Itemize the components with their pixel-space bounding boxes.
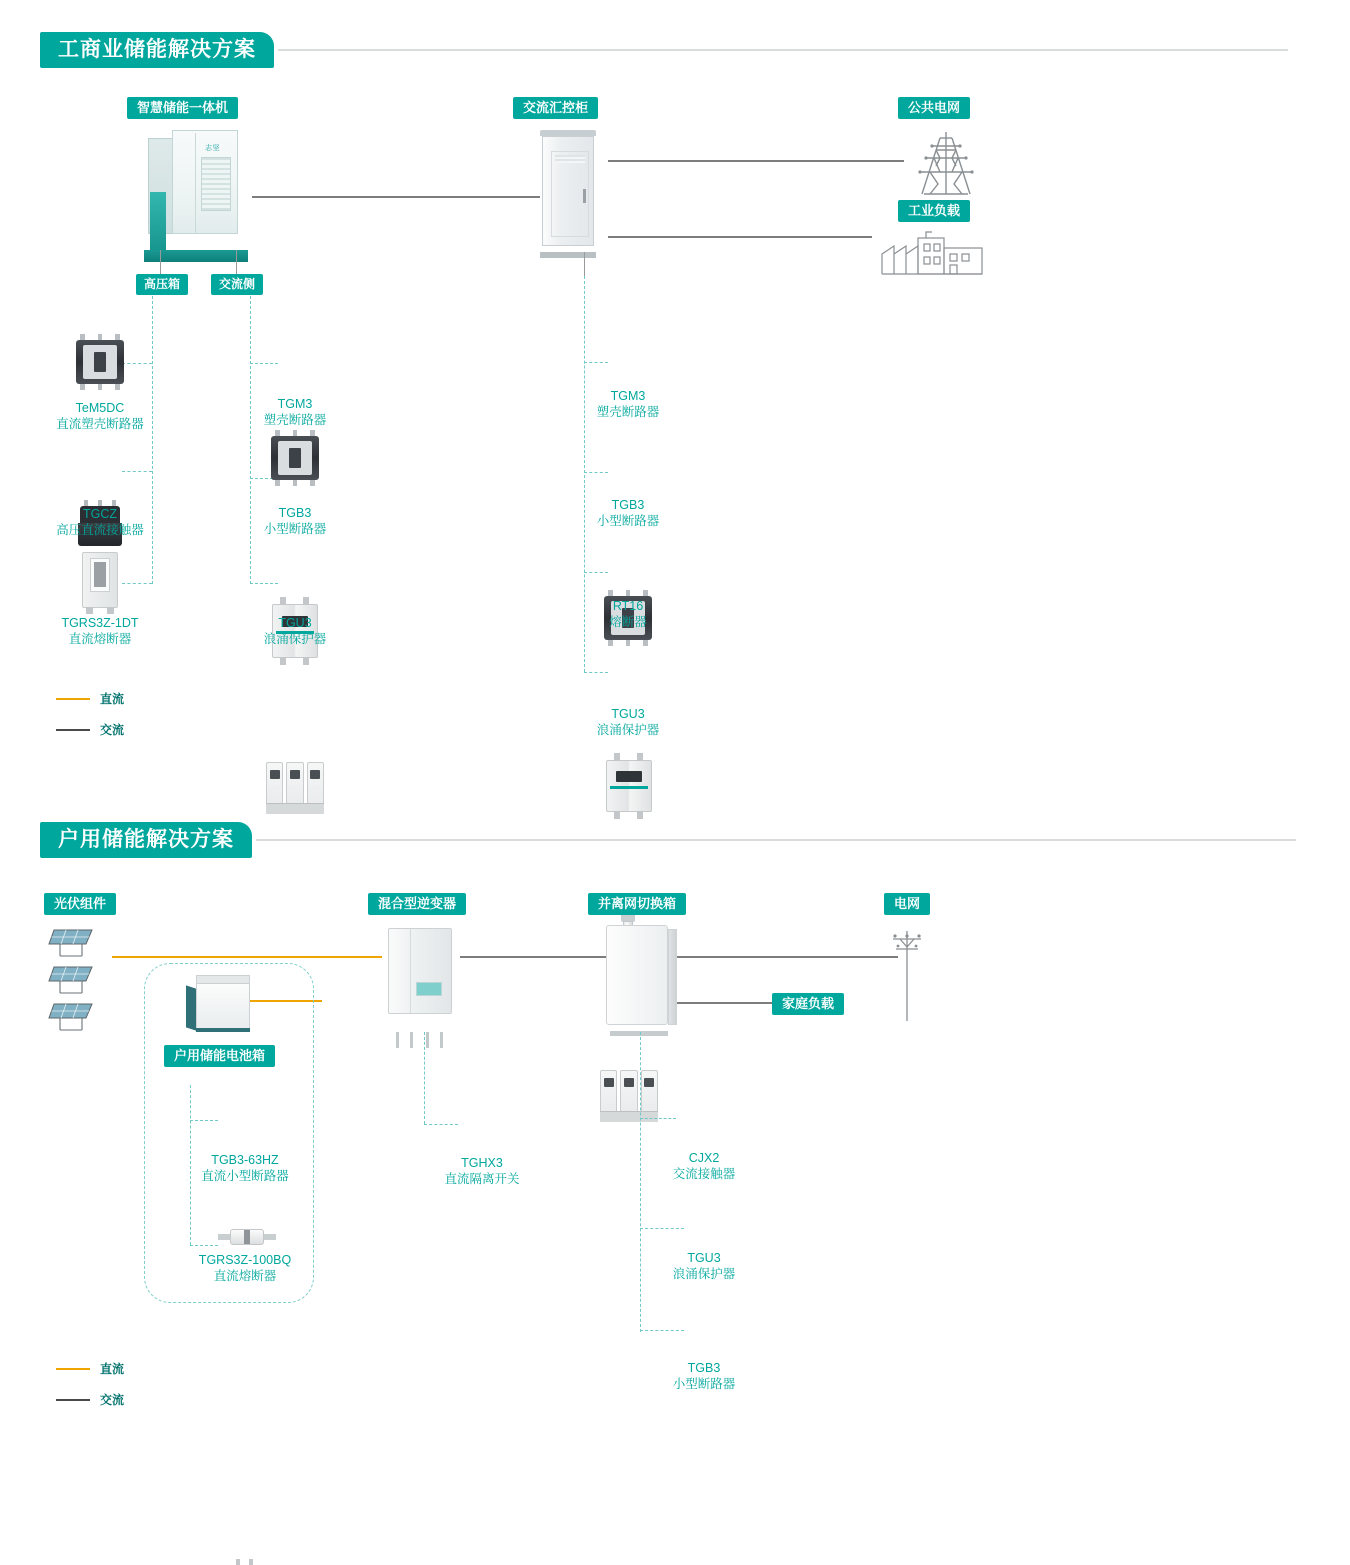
- pv-panel-icon: [48, 965, 94, 1000]
- spine-cab-t3: [584, 572, 608, 573]
- legend-item-ac-2: [56, 1391, 124, 1408]
- caption-hv-1: TGCZ 高压直流接触器: [56, 507, 144, 537]
- node-label-battery-box: 户用储能电池箱: [164, 1045, 275, 1067]
- branch-label-hv-box: 高压箱: [136, 274, 188, 295]
- legend-commercial: [56, 690, 124, 752]
- spine-cab-t4: [584, 672, 608, 673]
- branch-label-ac-side: 交流侧: [211, 274, 263, 295]
- ess-all-in-one-cabinet: 志坚: [148, 130, 252, 250]
- caption-cab-3: TGU3 浪涌保护器: [596, 707, 660, 737]
- node-label-home-load: 家庭负载: [772, 993, 844, 1015]
- caption-tr-2: TGB3 小型断路器: [672, 1361, 736, 1391]
- caption-cab-2: RT16 熔断器: [609, 599, 647, 629]
- spine-transfer-branch: [640, 1032, 641, 1332]
- legend-item-dc-2: [56, 1360, 124, 1377]
- drop-line-hv: [160, 250, 161, 274]
- spine-battery-branch: [190, 1085, 191, 1245]
- legend-swatch-dc-2: [56, 1368, 90, 1370]
- legend-swatch-ac: [56, 729, 90, 731]
- hybrid-inverter-icon: [388, 928, 460, 1032]
- line-pv-to-inverter: [112, 956, 382, 958]
- node-label-grid-2: 电网: [884, 893, 930, 915]
- spine-tr-t2: [640, 1228, 684, 1229]
- caption-ac-0: TGM3 塑壳断路器: [263, 397, 327, 427]
- spine-bat-t1: [190, 1120, 218, 1121]
- node-label-ess: 智慧储能一体机: [127, 97, 238, 119]
- spine-ac-branch: [250, 296, 251, 584]
- mcb-icon: [606, 760, 652, 812]
- industrial-load-icon: [880, 228, 984, 281]
- spine-hv-t2: [122, 471, 152, 472]
- spine-tr-t3: [640, 1330, 684, 1331]
- line-transfer-to-home-load: [676, 1002, 772, 1004]
- caption-cab-0: TGM3 塑壳断路器: [596, 389, 660, 419]
- fuse-holder-icon: [82, 552, 118, 608]
- header-rule: [278, 49, 1288, 51]
- pv-panel-icon: [48, 1002, 94, 1037]
- power-pylon-icon: [910, 128, 982, 200]
- node-label-hybrid-inverter: 混合型逆变器: [368, 893, 466, 915]
- spine-inv-t1: [424, 1124, 458, 1125]
- legend-label-ac: 交流: [100, 723, 125, 737]
- spd-icon: [266, 762, 324, 814]
- caption-tr-1: TGU3 浪涌保护器: [672, 1251, 736, 1281]
- grid-transfer-box-icon: [606, 925, 678, 1031]
- caption-bat-1: TGRS3Z-100BQ 直流熔断器: [198, 1253, 292, 1283]
- caption-hv-2: TGRS3Z-1DT 直流熔断器: [61, 616, 139, 646]
- mccb-icon: [271, 430, 319, 486]
- spine-ac-t3: [250, 583, 278, 584]
- mccb-icon: [76, 334, 124, 390]
- section-title-commercial: 工商业储能解决方案: [40, 32, 274, 68]
- drop-line-ac: [236, 250, 237, 274]
- ac-collection-cabinet: [540, 130, 596, 252]
- legend-item-dc: [56, 690, 124, 707]
- spine-cabinet-branch: [584, 276, 585, 672]
- line-cabinet-to-load: [608, 236, 872, 238]
- header-rule-2: [256, 839, 1296, 841]
- section-header-residential: [40, 822, 1310, 858]
- legend-residential: [56, 1360, 124, 1422]
- fuse-icon: [218, 1226, 276, 1248]
- legend-label-ac-2: 交流: [100, 1393, 125, 1407]
- section-header-commercial: [40, 32, 1310, 68]
- utility-pole-icon: [890, 925, 924, 1028]
- home-battery-icon: [196, 983, 250, 1039]
- drop-line-cabinet: [584, 252, 585, 276]
- caption-ac-2: TGU3 浪涌保护器: [263, 616, 327, 646]
- node-label-pv: 光伏组件: [44, 893, 116, 915]
- spine-bat-t2: [190, 1245, 218, 1246]
- legend-swatch-ac-2: [56, 1399, 90, 1401]
- spine-cab-t1: [584, 362, 608, 363]
- spine-hv-t3: [122, 583, 152, 584]
- caption-cab-1: TGB3 小型断路器: [596, 498, 660, 528]
- legend-label-dc: 直流: [100, 692, 125, 706]
- spine-hv-branch: [152, 296, 153, 584]
- caption-hv-0: TeM5DC 直流塑壳断路器: [56, 401, 144, 431]
- caption-bat-0: TGB3-63HZ 直流小型断路器: [201, 1153, 289, 1183]
- node-label-industrial-load: 工业负载: [898, 200, 970, 222]
- node-label-grid: 公共电网: [898, 97, 970, 119]
- pv-panel-icon: [48, 928, 94, 963]
- spd-icon: [600, 1070, 658, 1122]
- spine-ac-t1: [250, 363, 278, 364]
- legend-item-ac: [56, 721, 124, 738]
- spine-tr-t1: [640, 1118, 676, 1119]
- line-transfer-to-grid: [676, 956, 898, 958]
- node-label-transfer-box: 并离网切换箱: [588, 893, 686, 915]
- section-title-residential: 户用储能解决方案: [40, 822, 252, 858]
- line-inverter-to-transfer: [460, 956, 608, 958]
- spine-cab-t2: [584, 472, 608, 473]
- spine-hv-t1: [122, 363, 152, 364]
- caption-tr-0: CJX2 交流接触器: [672, 1151, 736, 1181]
- line-cabinet-to-grid: [608, 160, 904, 162]
- legend-label-dc-2: 直流: [100, 1362, 125, 1376]
- legend-swatch-dc: [56, 698, 90, 700]
- node-label-ac-cabinet: 交流汇控柜: [513, 97, 598, 119]
- spine-inverter-branch: [424, 1032, 425, 1124]
- caption-ac-1: TGB3 小型断路器: [263, 506, 327, 536]
- line-ess-to-cabinet: [252, 196, 540, 198]
- caption-inv-0: TGHX3 直流隔离开关: [444, 1156, 520, 1186]
